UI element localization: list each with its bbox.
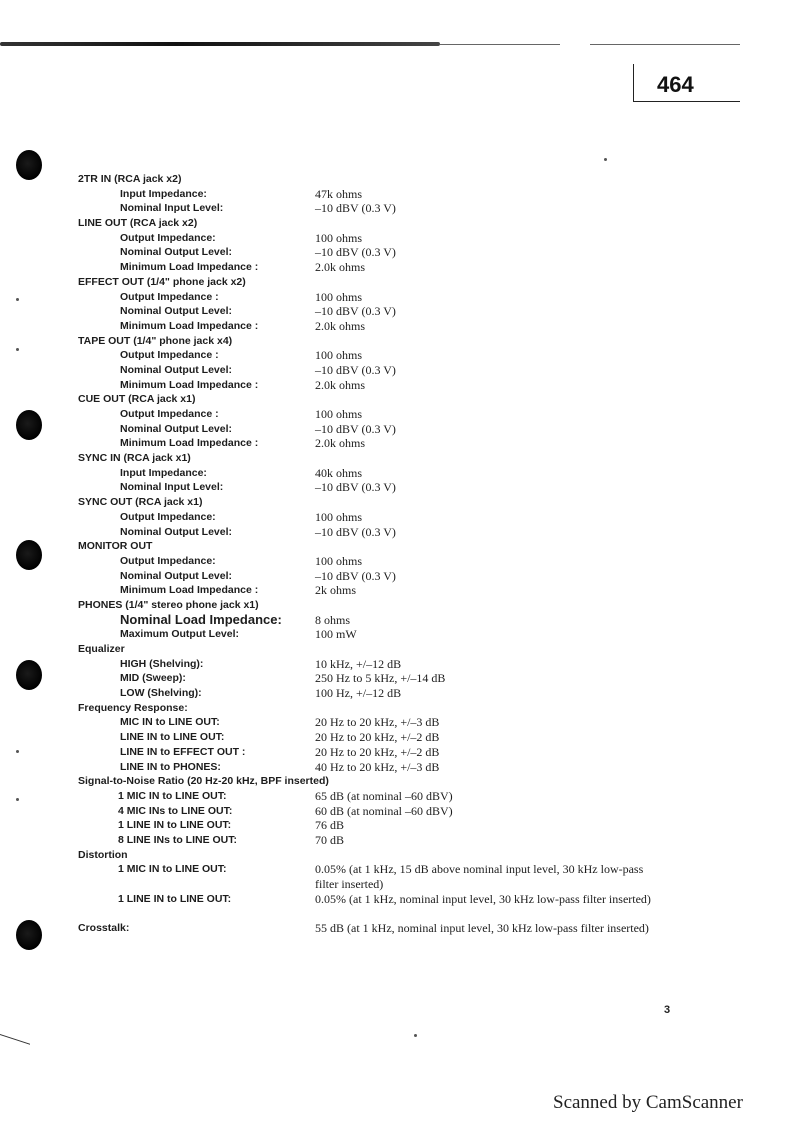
spec-value: 40k ohms [315, 465, 363, 480]
spec-label: Output Impedance: [120, 554, 216, 567]
spec-value: 10 kHz, +/–12 dB [315, 656, 402, 671]
spec-value: 60 dB (at nominal –60 dBV) [315, 803, 453, 818]
spec-row [78, 231, 678, 246]
top-rule-right [590, 44, 740, 45]
spec-value: 2.0k ohms [315, 318, 366, 333]
spec-value: 76 dB [315, 818, 345, 833]
spec-value: –10 dBV (0.3 V) [315, 245, 396, 260]
spec-label: LINE IN to LINE OUT: [120, 731, 225, 744]
spec-row [78, 613, 678, 628]
binder-hole-4 [16, 660, 42, 690]
spec-row [78, 319, 678, 334]
spec-label: 8 LINE INs to LINE OUT: [118, 833, 238, 846]
spec-value: –10 dBV (0.3 V) [315, 362, 396, 377]
spec-row [78, 745, 678, 760]
spec-row [78, 480, 678, 495]
spec-row [78, 921, 678, 950]
spec-row [78, 363, 678, 378]
spec-row [78, 627, 678, 642]
spec-value: 100 ohms [315, 289, 363, 304]
spec-value: 100 mW [315, 627, 357, 642]
spec-row [78, 774, 678, 789]
spec-row [78, 510, 678, 525]
spec-row [78, 833, 678, 848]
spec-value: –10 dBV (0.3 V) [315, 568, 396, 583]
spec-label: Nominal Output Level: [120, 305, 233, 318]
spec-row [78, 451, 678, 466]
spec-row [78, 554, 678, 569]
spec-row [78, 686, 678, 701]
spec-row [78, 334, 678, 349]
spec-label: Output Impedance: [120, 510, 216, 523]
spec-label: LOW (Shelving): [120, 687, 202, 700]
spec-row [78, 598, 678, 613]
binder-hole-2 [16, 410, 42, 440]
spec-value: 100 ohms [315, 407, 363, 421]
spec-row [78, 539, 678, 554]
spec-row [78, 466, 678, 481]
spec-section-label: SYNC IN (RCA jack x1) [78, 452, 191, 465]
binder-hole-5 [16, 920, 42, 950]
spec-label: LINE IN to EFFECT OUT : [120, 745, 246, 758]
spec-section-label: LINE OUT (RCA jack x2) [78, 217, 198, 230]
spec-row [78, 715, 678, 730]
spec-label: Nominal Output Level: [120, 525, 233, 538]
spec-row [78, 304, 678, 319]
spec-row [78, 848, 678, 863]
spec-value: 70 dB [315, 832, 345, 847]
spec-value: 2.0k ohms [315, 436, 366, 451]
spec-row [78, 275, 678, 290]
spec-section-label: Crosstalk: [78, 922, 130, 935]
spec-label: Minimum Load Impedance : [120, 261, 259, 274]
spec-label: Nominal Output Level: [120, 363, 233, 376]
spec-label: Output Impedance : [120, 349, 219, 362]
spec-row [78, 407, 678, 422]
spec-section-label: MONITOR OUT [78, 540, 153, 553]
spec-label: Nominal Output Level: [120, 569, 233, 582]
spec-row [78, 642, 678, 657]
page-number: 464 [657, 72, 694, 97]
spec-value: 55 dB (at 1 kHz, nominal input level, 30 kHz low-pass filter inserted) [315, 921, 649, 936]
spec-value: 0.05% (at 1 kHz, nominal input level, 30 kHz low-pass filter inserted) [315, 891, 651, 906]
spec-row [78, 657, 678, 672]
spec-label: Output Impedance : [120, 290, 219, 303]
spec-value: –10 dBV (0.3 V) [315, 480, 396, 495]
scan-speck [16, 298, 19, 301]
spec-label: Minimum Load Impedance : [120, 378, 259, 391]
spec-section-label: Signal-to-Noise Ratio (20 Hz-20 kHz, BPF inserted) [78, 775, 329, 788]
spec-value: –10 dBV (0.3 V) [315, 524, 396, 539]
spec-row [78, 172, 678, 187]
binder-hole-3 [16, 540, 42, 570]
spec-label: Nominal Input Level: [120, 202, 224, 215]
spec-label: Nominal Input Level: [120, 481, 224, 494]
spec-label: LINE IN to PHONES: [120, 760, 221, 773]
spec-value: 65 dB (at nominal –60 dBV) [315, 788, 453, 803]
scan-speck [16, 798, 19, 801]
spec-value: –10 dBV (0.3 V) [315, 304, 396, 319]
spec-value: 100 ohms [315, 553, 363, 568]
spec-row [78, 290, 678, 305]
top-rule [440, 44, 560, 45]
spec-value: 47k ohms [315, 186, 363, 201]
spec-row [78, 260, 678, 275]
spec-row [78, 892, 678, 921]
spec-row [78, 730, 678, 745]
spec-section-label: SYNC OUT (RCA jack x1) [78, 496, 203, 509]
spec-row [78, 348, 678, 363]
scan-speck [16, 348, 19, 351]
spec-value: 250 Hz to 5 kHz, +/–14 dB [315, 671, 446, 686]
spec-label: 1 LINE IN to LINE OUT: [118, 819, 232, 832]
spec-label: 4 MIC INs to LINE OUT: [118, 804, 233, 817]
spec-row [78, 818, 678, 833]
spec-row [78, 201, 678, 216]
spec-value: 20 Hz to 20 kHz, +/–3 dB [315, 715, 440, 730]
scan-speck [16, 750, 19, 753]
spec-label: Input Impedance: [120, 466, 207, 479]
spec-row [78, 789, 678, 804]
spec-row [78, 583, 678, 598]
spec-row [78, 495, 678, 510]
spec-value: 100 Hz, +/–12 dB [315, 686, 402, 701]
spec-section-label: Equalizer [78, 643, 125, 655]
spec-label: Minimum Load Impedance : [120, 437, 259, 450]
spec-row [78, 216, 678, 231]
spec-label: Nominal Load Impedance: [120, 611, 282, 627]
spec-row [78, 436, 678, 451]
spec-section-label: PHONES (1/4" stereo phone jack x1) [78, 598, 259, 611]
footer-page-number: 3 [664, 1004, 671, 1016]
spec-label: Input Impedance: [120, 187, 207, 200]
top-scan-edge [0, 42, 440, 46]
spec-row [78, 804, 678, 819]
spec-section-label: EFFECT OUT (1/4" phone jack x2) [78, 275, 246, 288]
spec-label: HIGH (Shelving): [120, 657, 204, 670]
spec-label: Output Impedance: [120, 231, 216, 244]
spec-value: 2.0k ohms [315, 260, 366, 275]
spec-row [78, 569, 678, 584]
spec-row [78, 760, 678, 775]
spec-row [78, 245, 678, 260]
spec-label: Minimum Load Impedance : [120, 319, 259, 332]
spec-label: Minimum Load Impedance : [120, 584, 259, 597]
spec-label: 1 MIC IN to LINE OUT: [118, 863, 227, 876]
spec-section-label: CUE OUT (RCA jack x1) [78, 393, 196, 406]
spec-label: MID (Sweep): [120, 672, 186, 685]
spec-label: Maximum Output Level: [120, 628, 240, 641]
scan-speck [414, 1034, 417, 1037]
spec-section-label: Frequency Response: [78, 701, 188, 714]
spec-label: Nominal Output Level: [120, 422, 233, 435]
spec-label: 1 MIC IN to LINE OUT: [118, 789, 227, 802]
spec-value: 8 ohms [315, 612, 351, 627]
spec-row [78, 187, 678, 202]
corner-fold [0, 1034, 30, 1057]
spec-value: –10 dBV (0.3 V) [315, 421, 396, 436]
scan-speck [604, 158, 607, 161]
spec-value: 20 Hz to 20 kHz, +/–2 dB [315, 744, 440, 759]
spec-value: 100 ohms [315, 348, 363, 363]
spec-row [78, 525, 678, 540]
binder-hole-1 [16, 150, 42, 180]
spec-row [78, 422, 678, 437]
spec-label: 1 LINE IN to LINE OUT: [118, 892, 232, 905]
spec-label: Output Impedance : [120, 408, 219, 420]
spec-section-label: 2TR IN (RCA jack x2) [78, 173, 182, 185]
spec-value: –10 dBV (0.3 V) [315, 201, 396, 216]
spec-value: 40 Hz to 20 kHz, +/–3 dB [315, 759, 440, 774]
spec-label: Nominal Output Level: [120, 246, 233, 259]
spec-value: 2.0k ohms [315, 377, 366, 392]
spec-value: 0.05% (at 1 kHz, 15 dB above nominal input level, 30 kHz low-pass filter inserted) [315, 862, 644, 892]
spec-section-label: TAPE OUT (1/4" phone jack x4) [78, 334, 233, 347]
specifications-list [78, 172, 678, 950]
spec-value: 100 ohms [315, 230, 363, 245]
scanner-watermark: Scanned by CamScanner [553, 1092, 743, 1113]
spec-row [78, 378, 678, 393]
spec-value: 100 ohms [315, 509, 363, 524]
spec-row [78, 392, 678, 407]
spec-row [78, 862, 678, 891]
spec-row [78, 671, 678, 686]
spec-value: 20 Hz to 20 kHz, +/–2 dB [315, 730, 440, 745]
spec-row [78, 701, 678, 716]
spec-label: MIC IN to LINE OUT: [120, 716, 220, 729]
spec-value: 2k ohms [315, 583, 357, 598]
spec-section-label: Distortion [78, 848, 128, 861]
